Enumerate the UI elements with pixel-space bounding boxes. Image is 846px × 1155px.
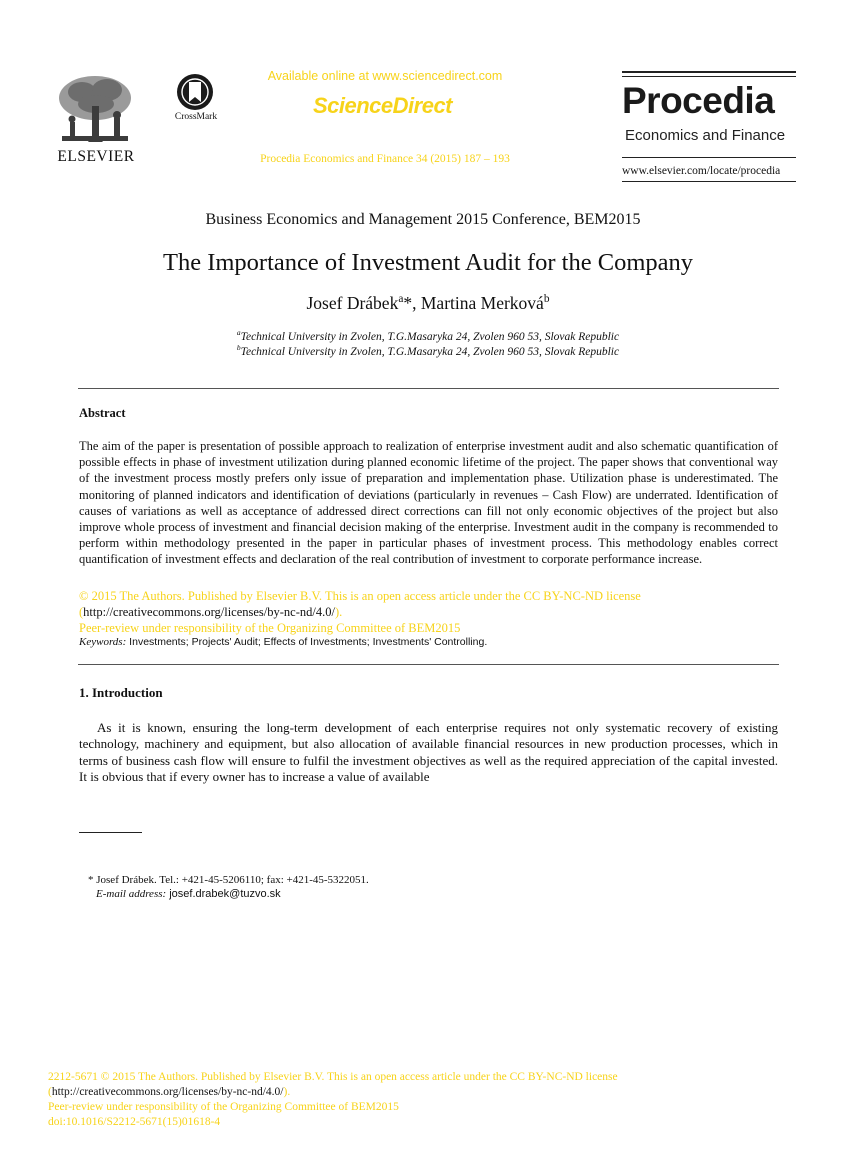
divider bbox=[78, 664, 779, 665]
affiliation-marker: b bbox=[543, 293, 550, 306]
author-list bbox=[0, 293, 846, 314]
email-link[interactable]: josef.drabek@tuzvo.sk bbox=[166, 888, 281, 900]
available-online[interactable]: Available online at www.sciencedirect.com bbox=[267, 69, 503, 83]
sciencedirect-logo[interactable]: ScienceDirect bbox=[312, 93, 453, 118]
journal-citation: Procedia Economics and Finance 34 (2015) 187 – 193 bbox=[260, 153, 510, 165]
author-name[interactable]: Josef Drábek bbox=[306, 293, 399, 313]
license-statement: © 2015 The Authors. Published by Elsevier B.V. This is an open access article under the CC BY-NC-ND license bbox=[79, 589, 641, 603]
crossmark-label: CrossMark bbox=[174, 112, 218, 122]
affiliation-marker: a bbox=[398, 293, 404, 306]
license-link-line: (http://creativecommons.org/licenses/by-nc-nd/4.0/). bbox=[79, 605, 343, 619]
divider bbox=[78, 388, 779, 389]
divider bbox=[622, 71, 796, 73]
affiliation-b: $^b$Technical University in Zvolen, T.G.Masaryka 24, Zvolen 960 53, Slovak Republic bbox=[236, 343, 620, 358]
footer-license: 2212-5671 © 2015 The Authors. Published by Elsevier B.V. This is an open access article under the CC BY-NC-ND license bbox=[48, 1071, 618, 1083]
journal-logo-title: Procedia bbox=[622, 80, 775, 121]
paper-title: The Importance of Investment Audit for the Company bbox=[162, 249, 694, 276]
author-name[interactable]: Martina Merková bbox=[420, 293, 544, 313]
footer-doi[interactable]: doi:10.1016/S2212-5671(15)01618-4 bbox=[48, 1116, 221, 1128]
abstract-text: The aim of the paper is presentation of possible approach to realization of enterprise investment audit and also schematic quantification of possible effects in phase of investment utilization during planned economic lifetime of the project. The paper shows that conventional way of the investment process mostly prefers only issue of preparation and implementation phase. Utilization phase is underestimated. The monitoring of planned indicators and identification of deviations (particularly in revenues – Cash Flow) are underrated. Identification of causes of variations as well as acceptance of addressed direct corrections can fill not only economic objectives of the project but also improve whole process of investment and financial decision making of the enterprise. Investment audit in the company is recommended to perform within methodology presented in the paper in particular phases of investment process. This methodology enables correct quantification of investment effects and declaration of the real contribution of investment to corporate performance increase. bbox=[79, 439, 778, 567]
footer-peer-review: Peer-review under responsibility of the Organizing Committee of BEM2015 bbox=[48, 1101, 399, 1113]
divider bbox=[622, 76, 796, 77]
introduction-text: As it is known, ensuring the long-term development of each enterprise requires not only systematic recovery of existing technology, machinery and equipment, but also allocation of available financial resources in new production processes, which in terms of business cash flow will ensure to fulfil the investment objectives as well as the required appreciation of the capital invested. It is obvious that if every owner has to increase a value of available bbox=[79, 720, 778, 784]
divider bbox=[622, 157, 796, 158]
crossmark-icon[interactable] bbox=[176, 73, 214, 111]
footer-license-link[interactable]: http://creativecommons.org/licenses/by-nc-nd/4.0/ bbox=[51, 1086, 284, 1098]
footnote-email: E-mail address: josef.drabek@tuzvo.sk bbox=[96, 888, 281, 900]
journal-logo-subtitle: Economics and Finance bbox=[625, 127, 786, 144]
section-heading: 1. Introduction bbox=[79, 685, 163, 700]
journal-url[interactable]: www.elsevier.com/locate/procedia bbox=[622, 165, 781, 177]
affiliation-a: $^a$Technical University in Zvolen, T.G.Masaryka 24, Zvolen 960 53, Slovak Republic bbox=[236, 328, 620, 343]
license-link[interactable]: http://creativecommons.org/licenses/by-nc-nd/4.0/ bbox=[83, 605, 335, 619]
peer-review-statement: Peer-review under responsibility of the Organizing Committee of BEM2015 bbox=[79, 621, 461, 635]
publisher-logo-text: ELSEVIER bbox=[57, 148, 135, 165]
conference-name: Business Economics and Management 2015 Conference, BEM2015 bbox=[205, 211, 641, 228]
footer-link-line: (http://creativecommons.org/licenses/by-nc-nd/4.0/). bbox=[48, 1086, 291, 1098]
footnote-contact: * Josef Drábek. Tel.: +421-45-5206110; fax: +421-45-5322051. bbox=[88, 874, 369, 886]
footnote-divider bbox=[79, 832, 142, 833]
corresponding-marker: *, bbox=[403, 293, 421, 313]
keywords: Keywords: Investments; Projects' Audit; Effects of Investments; Investments' Controlling. bbox=[79, 636, 488, 648]
elsevier-tree-icon bbox=[52, 72, 138, 148]
abstract-heading: Abstract bbox=[79, 406, 126, 420]
divider bbox=[622, 181, 796, 182]
